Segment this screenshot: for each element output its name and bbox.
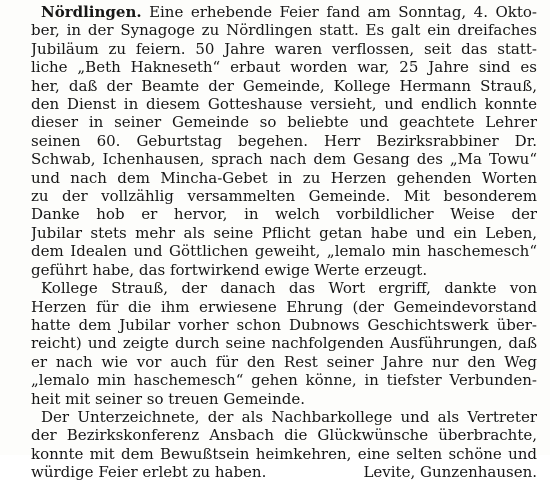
article-line-8: seinen 60. Geburtstag begehen. Herr Bezirksrabbiner Dr.	[31, 131, 537, 150]
article-line-10: und nach dem Mincha-Gebet in zu Herzen gehenden Worten	[31, 168, 537, 187]
article-line-18: hatte dem Jubilar vorher schon Dubnows Geschichtswerk über-	[31, 315, 537, 334]
article-headword: Nördlingen.	[41, 3, 142, 21]
article-line-4: liche „Beth Hakneseth“ erbaut worden war, 25 Jahre sind es	[31, 58, 537, 77]
article-line-2: ber, in der Synagoge zu Nördlingen statt. Es galt ein dreifaches	[31, 21, 537, 40]
article-line-1-text: Eine erhebende Feier fand am Sonntag, 4. Okto-	[141, 3, 537, 21]
article-line-24: der Bezirkskonferenz Ansbach die Glückwünsche überbrachte,	[31, 426, 537, 445]
article-line-12: Danke hob er hervor, in welch vorbildlicher Weise der	[31, 205, 537, 224]
article-line-22: heit mit seiner so treuen Gemeinde.	[31, 389, 305, 408]
article-line-16: Kollege Strauß, der danach das Wort ergriff, dankte von	[41, 279, 537, 298]
article-line-3: Jubiläum zu feiern. 50 Jahre waren verflossen, seit das statt-	[31, 39, 537, 58]
article-line-14: dem Idealen und Göttlichen geweiht, „lemalo min haschemesch“	[31, 242, 537, 261]
article-line-21: „lemalo min haschemesch“ gehen könne, in tiefster Verbunden-	[31, 371, 537, 390]
article-line-1	[31, 3, 537, 21]
article-line-13: Jubilar stets mehr als seine Pflicht getan habe und ein Leben,	[31, 223, 537, 242]
article-line-20: er nach wie vor auch für den Rest seiner Jahre nur den Weg	[31, 352, 537, 371]
article-line-15: geführt habe, das fortwirkend ewige Werte erzeugt.	[31, 260, 428, 279]
article-line-7: dieser in seiner Gemeinde so beliebte und geachtete Lehrer	[31, 113, 537, 132]
article-line-26	[31, 463, 537, 481]
article-line-17: Herzen für die ihm erwiesene Ehrung (der Gemeindevorstand	[31, 297, 537, 316]
article-line-6: den Dienst in diesem Gotteshause versieht, und endlich konnte	[31, 95, 537, 114]
article-line-9: Schwab, Ichenhausen, sprach nach dem Gesang des „Ma Towu“	[31, 150, 537, 169]
article-line-25: konnte mit dem Bewußtsein heimkehren, eine selten schöne und	[31, 444, 537, 463]
article-line-19: reicht) und zeigte durch seine nachfolgenden Ausführungen, daß	[31, 334, 537, 353]
article-closing-text: würdige Feier erlebt zu haben.	[31, 463, 267, 482]
article-line-23: Der Unterzeichnete, der als Nachbarkollege und als Vertreter	[41, 407, 537, 426]
article-line-5: her, daß der Beamte der Gemeinde, Kollege Hermann Strauß,	[31, 76, 537, 95]
article-signature: Levite, Gunzenhausen.	[363, 463, 537, 482]
article-line-11: zu der vollzählig versammelten Gemeinde. Mit besonderem	[31, 187, 537, 206]
